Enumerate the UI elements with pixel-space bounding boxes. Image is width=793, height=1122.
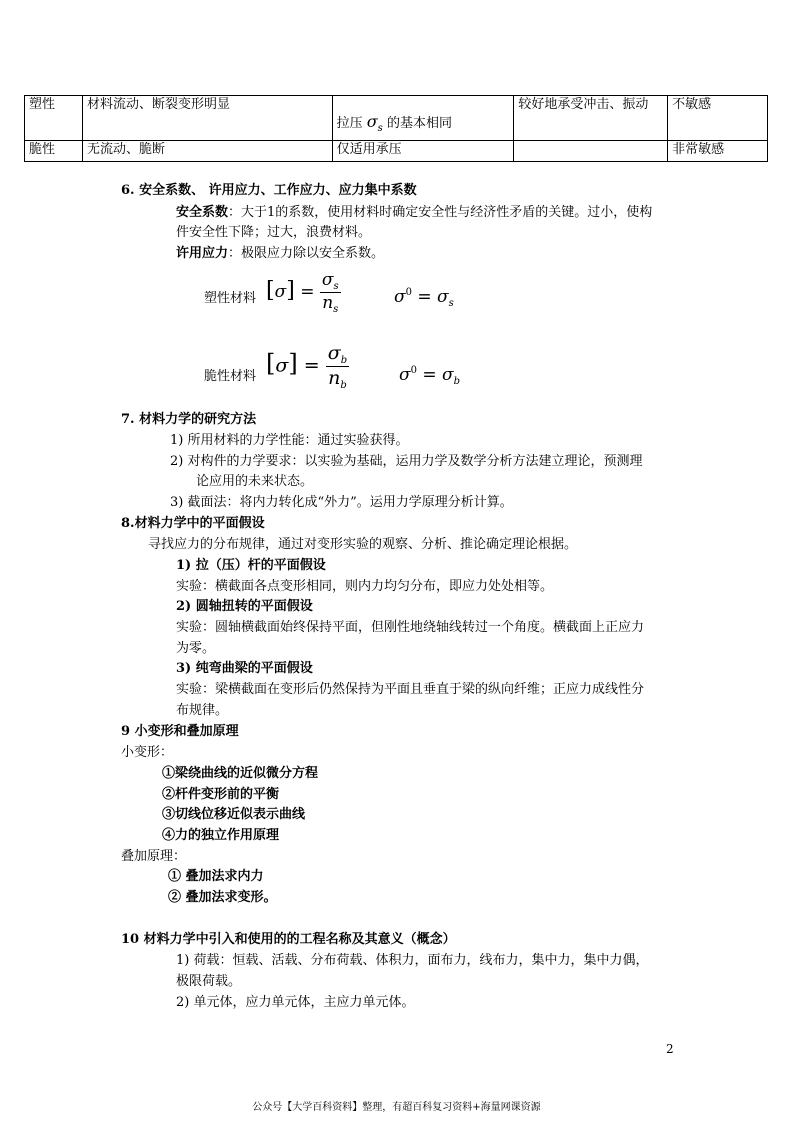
formula-label-brittle: 脆性材料 (204, 369, 257, 384)
material-properties-table (24, 95, 768, 162)
section-10-heading: 10 材料力学中引入和使用的的工程名称及其意义（概念） (121, 932, 456, 947)
list-item: 2) 对构件的力学要求：以实验为基础，运用力学及数学分析方法建立理论，预测理 (170, 454, 643, 469)
table-cell: 塑性 (25, 96, 83, 141)
list-item-cont: 论应用的未来状态。 (196, 474, 314, 489)
table-cell: 较好地承受冲击、振动 (514, 96, 668, 141)
small-deformation-label: 小变形： (121, 745, 174, 760)
formula-brittle-allowable: [σ] = $\frac{\sigma_b}{n_b}$ (266, 342, 348, 391)
subheading-torsion: 2) 圆轴扭转的平面假设 (176, 599, 313, 614)
allowable-stress-text: ：极限应力除以安全系数。 (228, 246, 385, 261)
list-item: 1) 所用材料的力学性能：通过实验获得。 (170, 433, 409, 448)
safety-factor-paragraph (176, 204, 652, 222)
allowable-stress-paragraph (176, 245, 384, 263)
section-8-intro: 寻找应力的分布规律，通过对变形实验的观察、分析、推论确定理论根据。 (148, 537, 578, 552)
experiment-text: 实验：横截面各点变形相同，则内力均匀分布，即应力处处相等。 (176, 579, 554, 594)
formula-label-ductile: 塑性材料 (204, 291, 257, 306)
safety-factor-text: ：大于1的系数，使用材料时确定安全性与经济性矛盾的关键。过小，使构 (228, 205, 653, 220)
list-item: 3) 截面法：将内力转化成“外力”。运用力学原理分析计算。 (170, 495, 513, 510)
page-footer: 公众号【大学百科资料】整理，有超百科复习资料+海量网课资源 (252, 1102, 541, 1113)
experiment-text: 实验：梁横截面在变形后仍然保持为平面且垂直于梁的纵向纤维；正应力成线性分 (176, 682, 645, 697)
table-cell: 仅适用承压 (332, 141, 514, 162)
list-item: ③切线位移近似表示曲线 (162, 807, 306, 822)
list-item: ① 叠加法求内力 (168, 869, 264, 884)
experiment-text-cont: 布规律。 (176, 703, 229, 718)
page-number: 2 (666, 1042, 674, 1056)
table-cell: 脆性 (25, 141, 83, 162)
list-item: ①梁绕曲线的近似微分方程 (162, 766, 319, 781)
safety-factor-label: 安全系数 (176, 205, 229, 220)
table-cell: 无流动、脆断 (82, 141, 332, 162)
safety-factor-text-cont: 件安全性下降；过大，浪费材料。 (176, 225, 372, 240)
table-row (25, 141, 768, 162)
section-6-heading: 6. 安全系数、 许用应力、工作应力、应力集中系数 (121, 183, 417, 198)
section-9-heading: 9 小变形和叠加原理 (121, 724, 239, 739)
section-8-heading: 8.材料力学中的平面假设 (121, 516, 265, 531)
table-cell: 不敏感 (668, 96, 768, 141)
list-item: ② 叠加法求变形。 (168, 890, 277, 905)
list-item: 2) 单元体，应力单元体，主应力单元体。 (176, 995, 415, 1010)
allowable-stress-label: 许用应力 (176, 246, 229, 261)
table-cell (514, 141, 668, 162)
table-cell-text: 的基本相同 (386, 116, 452, 131)
subheading-bending: 3) 纯弯曲梁的平面假设 (176, 661, 313, 676)
formula-brittle-limit: $\sigma^0 = \sigma_b$ (399, 365, 461, 387)
superposition-label: 叠加原理： (121, 849, 187, 864)
formula-ductile-limit: $\sigma^0 = \sigma_s$ (394, 287, 454, 309)
list-item: 1) 荷载：恒载、活载、分布荷载、体积力，面布力，线布力，集中力，集中力偶， (176, 953, 649, 968)
section-7-heading: 7. 材料力学的研究方法 (121, 412, 257, 427)
list-item-cont: 极限荷载。 (176, 974, 242, 989)
table-cell-text: 拉压 (336, 116, 363, 131)
experiment-text: 实验：圆轴横截面始终保持平面，但刚性地绕轴线转过一个角度。横截面上正应力 (176, 620, 645, 635)
formula-ductile-allowable: [σ] = $\frac{\sigma_s}{n_s}$ (266, 270, 339, 315)
list-item: ②杆件变形前的平衡 (162, 787, 280, 802)
table-cell: 材料流动、断裂变形明显 (82, 96, 332, 141)
sigma-s-symbol: $\sigma_s$ (366, 112, 383, 134)
experiment-text-cont: 为零。 (176, 641, 216, 656)
table-row (25, 96, 768, 141)
subheading-tension: 1) 拉（压）杆的平面假设 (176, 558, 326, 573)
table-cell: 非常敏感 (668, 141, 768, 162)
list-item: ④力的独立作用原理 (162, 828, 280, 843)
table-cell (332, 96, 514, 141)
